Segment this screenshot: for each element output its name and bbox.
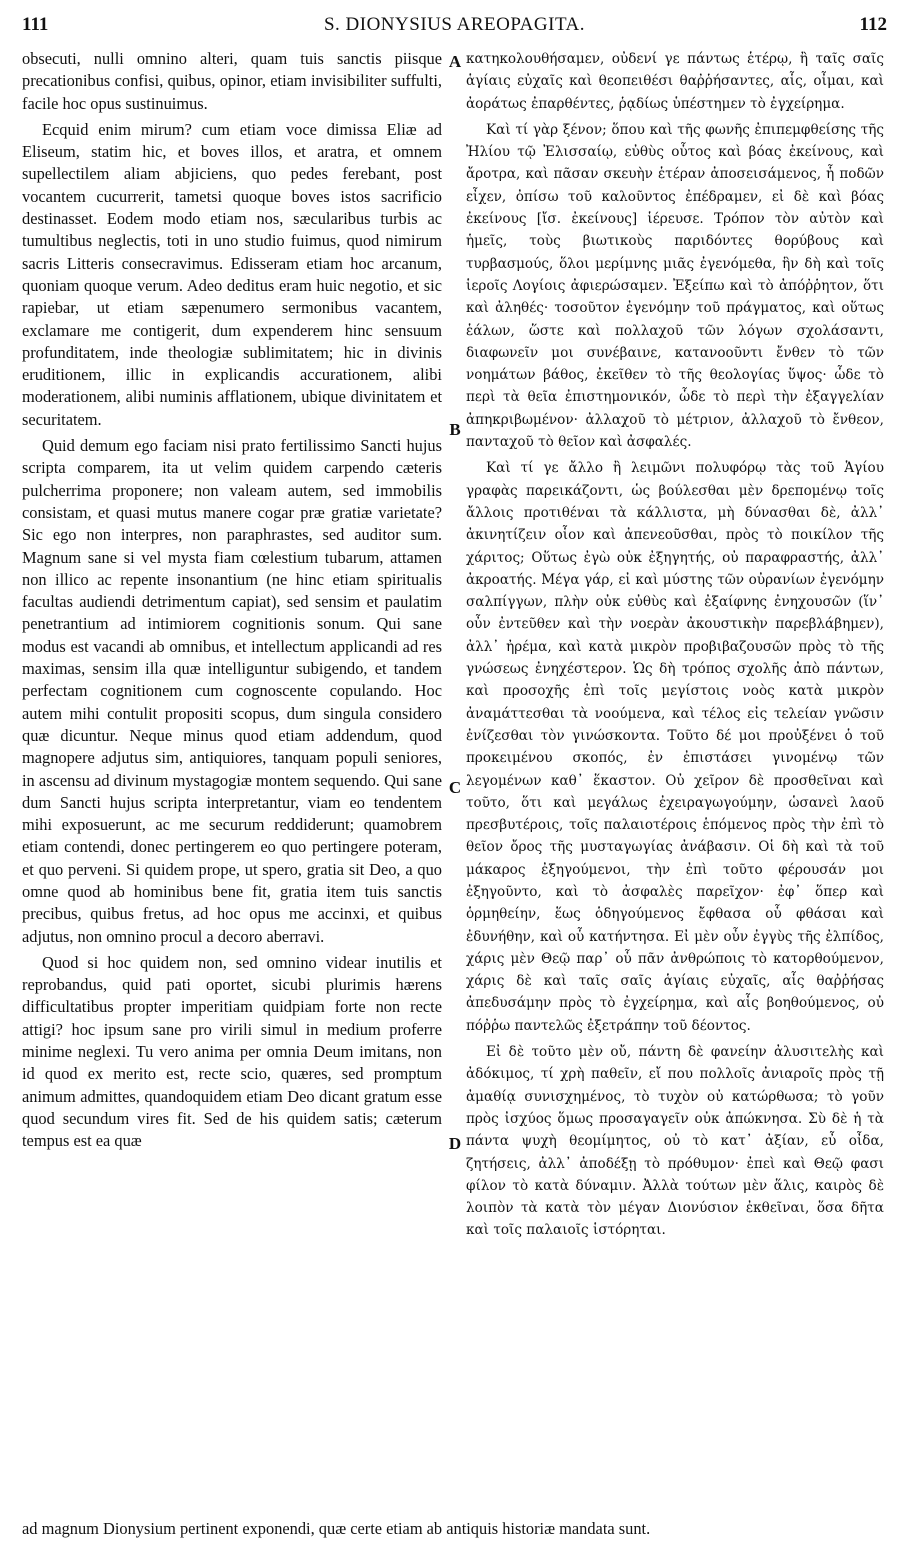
margin-marker-b: B (449, 420, 461, 439)
latin-column (22, 48, 442, 1516)
greek-paragraph-2: Καὶ τί γὰρ ξένον; ὅπου καὶ τῆς φωνῆς ἐπιπεμφθείσης τῆς Ἠλίου τῷ Ἐλισσαίῳ, εὐθὺς οὗτος καὶ βόας ἐκείνους, καὶ ἄροτρα, καὶ πᾶσαν σκευὴν ἑτέραν ἀποσεισάμενος, ἧ ποδῶν εἶχεν, ὀπίσω τοῦ καλοῦντος ἐπέδραμεν, εἰ δὲ καὶ βόας ἐκείνους [ἴσ. ἐκείνους] ἱέρευσε. Τρόπον τὸν αὐτὸν καὶ ἡμεῖς, τοὺς βιωτικοὺς παριδόντες θορύβους καὶ τυρβασμούς, ὅλοι μερίμνης μιᾶς ἐγενόμεθα, ἣν δὴ καὶ τοῖς ἱεροῖς Λογίοις ἀφιερώσαμεν. Ἐξείπω καὶ τὸ ἀπόῤῥητον, ὅτι καὶ ἀληθές· τοσοῦτον ἐγενόμην τοῦ πράγματος, καὶ οὕτως ἑάλων, ὥστε καὶ πολλαχοῦ τῶν λόγων σχολάσαντι, διαφωνεῖν μοι συνέβαινε, κατανοοῦντι ἔνθεν τὸ τῶν νοημάτων βάθος, ἐκεῖθεν τὸ τῆς θεολογίας ὕψος· ὧδε τὸ περὶ τὰ θεῖα ἐπιστημονικόν, ὧδε τὸ περὶ τὴν ἐξαγγελίαν ἀπηκριβωμένον· ἀλλαχοῦ τὸ μέτριον, ἀλλαχοῦ τὸ ἔνθεον, πανταχοῦ τὸ θεῖον καὶ ἀσφαλές. (466, 121, 884, 451)
latin-paragraph-2: Ecquid enim mirum? cum etiam voce dimissa Eliæ ad Eliseum, statim hic, et boves illos, et aratra, et omnem supellectilem aliam abjiciens, quo pedes ferebant, post vocantem cucurrerit, tametsi quoque boves istos sacrificio destinasset. Eodem modo etiam nos, sæcularibus turbis ac tumultibus neglectis, toti in uno studio fuimus, quod nimirum sacris Litteris consecravimus. Edisseram etiam hoc arcanum, quoniam quoque verum. Adeo deditus eram huic negotio, et sic rapiebar, ut etiam sæpenumero sermonibus vacantem, exclamare me contigerit, dum expenderem hinc sensuum profunditatem, inde theologiæ sublimitatem; hic in divinis eruditionem, illic in explicandis accurationem, alibi moderationem, alibi numinis afflationem, ubique divinitatem et securitatem. (22, 119, 442, 429)
latin-paragraph-4: Quod si hoc quidem non, sed omnino videar inutilis et reprobandus, quid pati oportet, sicubi plurimis hærens difficultatibus propter imperitiam quidpiam forte non recte attigi? hoc ipsum sane pro virili simul in medium proferre minime neglexi. Tu vero anima per omnia Deum imitans, non id quod ex merito est, recte scio, quæres, sed promptum animum admittes, quandoquidem etiam Deo dicant gratum esse quod secundum vires fit. Sed de his quidem satis; cæterum tempus est ea quæ (22, 952, 442, 1151)
latin-paragraph-3: Quid demum ego faciam nisi prato fertilissimo Sancti hujus scripta comparem, ita ut velim quidem carpendo cæteris pulcherrima proponere; non valeam autem, sed immobilis consistam, et quasi mutus manere cogar præ gratiæ varietate? Sic ego non interpres, non paraphrastes, sed auditor sum. Magnum sane si vel mysta fiam cœlestium tubarum, attamen non illico ac repente insonantium (ne hinc etiam spiritualis facultas audiendi detrimentum capiat), sed sensim et paulatim penetrantium ad intimiorem cognitionis sonum. Qui sane modus est vacandi ab omnibus, et intellectum applicandi ad res maximas, sensim illa quæ intelliguntur subigendo, et tandem perfectam cognitionem cum cognoscente copulando. Hoc autem mihi contulit propositi scopus, dum singula considero quæ dicuntur. Neque minus quod etiam addendum, quod magnopere adjutus sim, antiquiores, tanquam populi seniores, in ascensu ad divinum mystagogiæ montem sequendo. Qui sane dum Sancti hujus scripta interpretantur, viam eo tendentem mihi exposuerunt, ac me securum reddiderunt; quamobrem etiam contendi, donec pertingerem eo quo pertingere poteram, et quo perveni. Si quidem prope, ut spero, gratia sit Deo, a quo omne quod ab hominibus bene fit, gratia item tuis sanctis precibus, quibus fretus, ad hoc opus me accinxi, et quibus adjutus, non omnino procul a decoro aberravi. (22, 436, 442, 946)
latin-paragraph-1: obsecuti, nulli omnino alteri, quam tuis sanctis piisque precationibus confisi, quibus, opinor, etiam invisibiliter suffulti, facile hoc opus sustinuimus. (22, 49, 442, 113)
greek-paragraph-4: Εἰ δὲ τοῦτο μὲν οὔ, πάντη δὲ φανείην ἀλυσιτελὴς καὶ ἀδόκιμος, τί χρὴ παθεῖν, εἴ που πολλοῖς ἀνιαροῖς πρὸς τῇ ἀμαθίᾳ συνισχημένος, τὸ τυχὸν οὐ κατώρθωσα; τὸ γοῦν πρὸς ἰσχύος ὅμως προσαγαγεῖν οὐκ ἀπώκνησα. Σὺ δὲ ἡ τὰ πάντα ψυχὴ θεομίμητος, οὐ τὸ κατ᾽ ἀξίαν, εὖ οἶδα, ζητήσεις, ἀλλ᾽ ἀποδέξῃ τὸ πρόθυμον· ἐπεὶ καὶ Θεῷ φασι φίλον τὸ κατὰ δύναμιν. Ἀλλὰ τούτων μὲν ἅλις, καιρὸς δὲ λοιπὸν τὰ κατὰ τὸν μέγαν Διονύσιον ἐκθεῖναι, ὅσα δῆτα καὶ τοῖς παλαιοῖς ἱστόρηται. (466, 1044, 884, 1239)
greek-paragraph-3: Καὶ τί γε ἄλλο ἢ λειμῶνι πολυφόρῳ τὰς τοῦ Ἁγίου γραφὰς παρεικάζοντι, ὡς βούλεσθαι μὲν δρεπομένῳ τοῖς ἄλλοις προτιθέναι τὰ κάλλιστα, μὴ δύνασθαι δὲ, ἀλλ᾽ ἀκινητίζειν οἷον καὶ ἀπενεοῦσθαι, πρὸς τὸ ποικίλον τῆς χάριτος; Οὕτως ἐγὼ οὐκ ἐξηγητής, οὐ παραφραστής, ἀλλ᾽ ἀκροατής. Μέγα γάρ, εἰ καὶ μύστης τῶν οὐρανίων ἐγενόμην σαλπίγγων, πλὴν οὐκ εὐθὺς καὶ ἐξαίφνης ἐνηχουσῶν (ἵν᾽ οὖν ἐντεῦθεν καὶ τὴν νοερὰν ἀκουστικὴν παρεβλάβημεν), ἀλλ᾽ ἠρέμα, καὶ κατὰ μικρὸν προβιβαζουσῶν πρὸς τὸ τῆς γνώσεως ἐνηχέστερον. Ὡς δὴ τρόπος σχολῆς ἀπὸ πάντων, καὶ προσοχῆς ἐπὶ τοῖς μεγίστοις νοὸς κατὰ μικρὸν ἀναμάττεσθαι τὰ νοούμενα, καὶ τέλος εἰς τελείαν γνῶσιν ἐνίζεσθαι τὸν γινώσκοντα. Τοῦτο δέ μοι προὐξένει ὁ τοῦ προκειμένου σκοπός, ἐν ἐπιστάσει γινομένῳ τῶν λεγομένων καθ᾽ ἕκαστον. Οὐ χεῖρον δὲ προσθεῖναι καὶ τοῦτο, ὅτι καὶ μεγάλως ἐχειραγωγούμην, ὡσανεὶ λαοῦ πρεσβυτέροις, τοῖς παλαιοτέροις ἑπόμενος πρὸς τὴν ἐπὶ τὸ θεῖον ὄρος τῆς μυσταγωγίας ἀνάβασιν. Οἱ δὴ καὶ τὰ τοῦ μάκαρος ἐξηγούμενοι, τὴν ἐπὶ τοῦτο φέρουσάν μοι ἐξηγοῦντο, καὶ τὸ ἀσφαλὲς παρεῖχον· ἐφ᾽ ὅπερ καὶ ὁρμηθείην, ἕως ὁδηγούμενος ἔφθασα οὗ φθάσαι καὶ ἐδυνήθην, καὶ οὗ κατήντησα. Εἰ μὲν οὖν ἐγγὺς τῆς ἐλπίδος, χάρις μὲν Θεῷ παρ᾽ οὗ πᾶν ἀνθρώποις τὸ κατορθούμενον, χάρις δὲ καὶ ταῖς σαῖς ἁγίαις εὐχαῖς, αἷς θαῤῥήσας ἀπεδυσάμην πρὸς τὸ ἐγχείρημα, καὶ αἷς βοηθούμενος, οὐ πόῤῥω παντελῶς ἐξετράπην τοῦ δέοντος. (466, 460, 884, 1034)
greek-paragraph-1: κατηκολουθήσαμεν, οὐδενί γε πάντως ἑτέρῳ, ἢ ταῖς σαῖς ἁγίαις εὐχαῖς καὶ θεοπειθέσι θαῤῥήσαντες, αἷς, οἶμαι, καὶ ἀοράτως ἐπαρθέντες, ῥᾳδίως ὑπέστημεν τὸ ἐγχείρημα. (466, 51, 884, 112)
margin-marker-c: C (448, 778, 462, 797)
margin-marker-a: A (448, 52, 462, 71)
page-number-right: 112 (859, 14, 887, 35)
margin-marker-d: D (448, 1134, 462, 1153)
running-title: S. DIONYSIUS AREOPAGITA. (323, 14, 586, 35)
running-header (22, 14, 887, 44)
latin-closing-line: ad magnum Dionysium pertinent exponendi, quæ certe etiam ab antiquis historiæ mandata sunt. (22, 1519, 651, 1538)
page-number-left: 111 (22, 14, 49, 35)
greek-column (466, 48, 884, 1516)
